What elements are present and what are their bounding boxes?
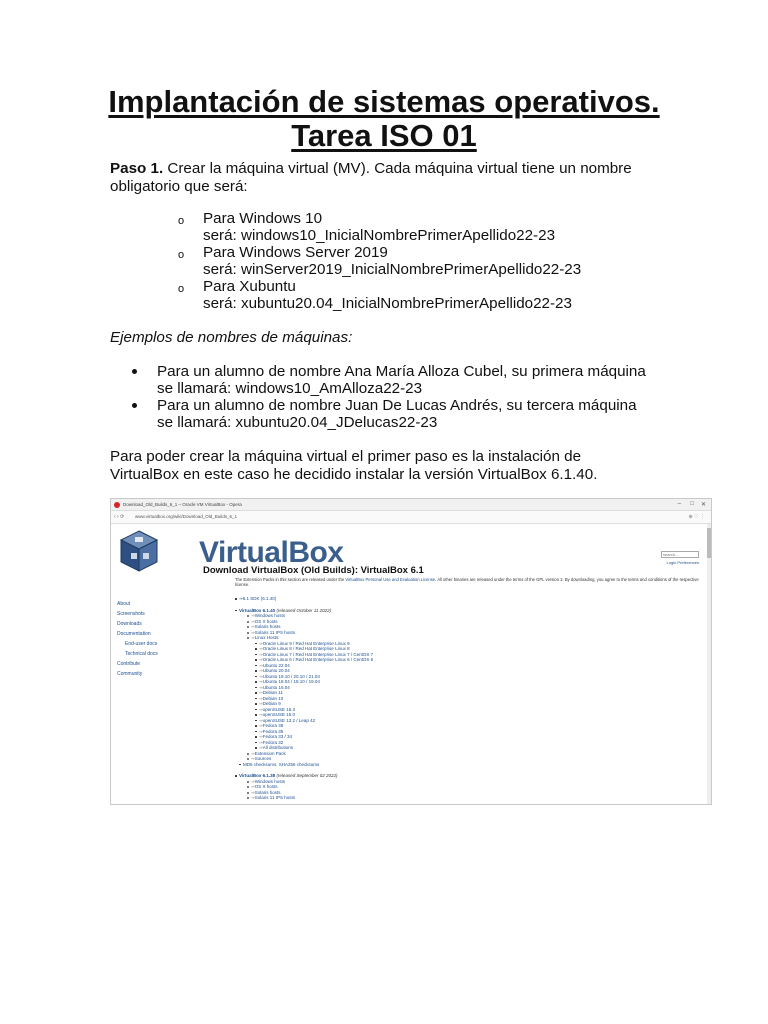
arrow-icon: ⇒ <box>259 728 263 734</box>
browser-toolbar-icons[interactable]: ⊕ ♡ ⋮ <box>688 514 705 520</box>
bullet-icon <box>255 725 257 727</box>
square-bullet-icon <box>247 632 249 634</box>
download-link[interactable]: OS X hosts <box>254 784 278 789</box>
square-bullet-icon <box>247 637 249 639</box>
examples-list <box>132 363 646 431</box>
virtualbox-cube-icon <box>117 527 161 577</box>
arrow-icon: ⇒ <box>251 613 255 618</box>
square-bullet-icon <box>247 753 249 755</box>
address-input[interactable]: www.virtualbox.org/wiki/Download_Old_Builds_6_1 <box>135 514 238 519</box>
bullet-icon <box>239 764 241 766</box>
square-bullet-icon <box>247 758 249 760</box>
download-link[interactable]: Debian 10 <box>262 695 284 701</box>
login-preferences-links[interactable]: Login Preferences <box>666 560 699 565</box>
square-bullet-icon <box>247 797 249 799</box>
bullet-icon <box>255 747 257 749</box>
arrow-icon: ⇒ <box>251 789 255 795</box>
example-list-item <box>132 363 646 397</box>
os-list-item <box>178 278 581 312</box>
download-link[interactable]: Debian 11 <box>262 690 283 695</box>
bullet-icon <box>255 736 257 738</box>
example-list-item <box>132 397 646 431</box>
version-name[interactable]: VirtualBox 6.1.40 <box>239 607 276 613</box>
arrow-icon: ⇒ <box>251 624 255 629</box>
license-intro-text-a: The Extension Packs in this section are released under the <box>235 577 346 582</box>
download-link[interactable]: Windows hosts <box>254 613 286 618</box>
arrow-icon: ⇒ <box>251 795 255 800</box>
virtualbox-page <box>111 524 707 804</box>
arrow-icon: ⇒ <box>259 690 263 695</box>
bullet-icon <box>255 731 257 733</box>
bullet-icon <box>255 692 257 694</box>
arrow-icon: ⇒ <box>251 629 255 635</box>
download-link[interactable]: Oracle Linux 6 / Red Hat Enterprise Linux 6 / CentOS 6 <box>262 657 374 662</box>
bullet-icon <box>255 665 257 667</box>
download-link[interactable]: Fedora 32 <box>262 739 284 745</box>
arrow-icon: ⇒ <box>259 646 263 651</box>
circle-bullet-icon: o <box>178 283 185 295</box>
sidebar-item[interactable]: Documentation <box>117 631 151 637</box>
minimize-icon[interactable]: – <box>677 501 681 507</box>
arrow-icon: ⇒ <box>259 717 263 723</box>
os-item-name: Para Windows Server 2019 <box>203 244 388 261</box>
browser-titlebar <box>111 499 711 511</box>
arrow-icon: ⇒ <box>259 679 263 684</box>
download-link[interactable]: Oracle Linux 9 / Red Hat Enterprise Linux 9 <box>262 640 350 646</box>
arrow-icon: ⇒ <box>259 712 263 717</box>
arrow-icon: ⇒ <box>239 596 243 601</box>
download-link[interactable]: Solaris hosts <box>254 624 281 629</box>
version-list-row[interactable] <box>235 795 373 801</box>
arrow-icon: ⇒ <box>259 657 263 662</box>
arrow-icon: ⇒ <box>259 706 263 712</box>
virtualbox-brand: VirtualBox <box>199 536 344 569</box>
download-link[interactable]: Ubuntu 20.04 <box>262 668 290 673</box>
back-forward-icon[interactable]: ‹ › ⟳ <box>114 514 125 520</box>
example-text-line2: se llamará: xubuntu20.04_JDelucas22-23 <box>157 414 438 431</box>
arrow-icon: ⇒ <box>251 635 255 640</box>
document-title-line2: Tarea ISO 01 <box>291 118 477 153</box>
install-paragraph <box>110 448 597 483</box>
sidebar-item[interactable]: Downloads <box>117 621 142 627</box>
download-link[interactable]: Solaris 11 IPS hosts <box>254 629 295 635</box>
browser-urlbar <box>111 511 711 524</box>
download-link[interactable]: Solaris 11 IPS hosts <box>254 795 295 800</box>
arrow-icon: ⇒ <box>259 662 263 668</box>
scrollbar-thumb[interactable] <box>707 528 711 558</box>
page-scrollbar[interactable] <box>707 524 711 804</box>
sidebar-item[interactable]: Contribute <box>117 661 141 667</box>
sidebar-item[interactable]: Technical docs <box>125 651 158 657</box>
download-link[interactable]: Ubuntu 19.10 / 20.10 / 21.04 <box>262 673 320 679</box>
bullet-icon <box>235 610 237 612</box>
os-item-name: Para Xubuntu <box>203 278 296 295</box>
arrow-icon: ⇒ <box>259 651 263 657</box>
circle-bullet-icon: o <box>178 249 185 261</box>
bullet-icon <box>255 659 257 661</box>
download-page-title: Download VirtualBox (Old Builds): VirtualBox 6.1 <box>203 565 424 576</box>
bullet-icon <box>255 714 257 716</box>
download-link[interactable]: Ubuntu 16.04 <box>262 684 290 690</box>
version-release-date: (released October 11 2022) <box>275 607 332 613</box>
version-release-date: (released September 02 2022) <box>275 773 338 778</box>
arrow-icon: ⇒ <box>259 640 263 646</box>
bullet-icon <box>132 403 137 408</box>
square-bullet-icon <box>247 786 249 788</box>
version-list-row[interactable] <box>235 762 373 768</box>
bullet-icon <box>255 720 257 722</box>
arrow-icon: ⇒ <box>251 756 255 761</box>
bullet-icon <box>235 598 237 600</box>
arrow-icon: ⇒ <box>259 739 263 745</box>
download-link[interactable]: OS X hosts <box>254 618 278 624</box>
example-text-line2: se llamará: windows10_AmAlloza22-23 <box>157 380 423 397</box>
document-title-line1: Implantación de sistemas operativos. <box>108 84 660 119</box>
download-link[interactable]: Windows hosts <box>254 778 286 784</box>
bullet-icon <box>255 687 257 689</box>
bullet-icon <box>255 648 257 650</box>
arrow-icon: ⇒ <box>251 778 255 784</box>
arrow-icon: ⇒ <box>259 723 263 728</box>
bullet-icon <box>255 709 257 711</box>
download-link[interactable]: Sources <box>254 756 272 761</box>
step-text-line2: obligatorio que será: <box>110 177 248 195</box>
arrow-icon: ⇒ <box>251 750 255 756</box>
version-name[interactable]: VirtualBox 6.1.38 <box>239 773 276 778</box>
download-link[interactable]: Linux Hosts: <box>254 635 280 640</box>
circle-bullet-icon: o <box>178 215 185 227</box>
step-paragraph <box>110 160 632 195</box>
square-bullet-icon <box>247 621 249 623</box>
os-item-vm-name: será: xubuntu20.04_InicialNombrePrimerApellido22-23 <box>203 295 572 312</box>
bullet-icon <box>255 742 257 744</box>
bullet-icon <box>255 654 257 656</box>
arrow-icon: ⇒ <box>259 695 263 701</box>
download-link[interactable]: Fedora 33 / 34 <box>262 734 293 739</box>
arrow-icon: ⇒ <box>259 673 263 679</box>
bullet-icon <box>255 703 257 705</box>
example-text-line1: Para un alumno de nombre Juan De Lucas Andrés, su tercera máquina <box>157 397 637 414</box>
site-search-input[interactable]: search... <box>661 551 699 558</box>
os-item-vm-name: será: winServer2019_InicialNombrePrimerApellido22-23 <box>203 261 582 278</box>
bullet-icon <box>132 369 137 374</box>
step-text-line1: Crear la máquina virtual (MV). Cada máquina virtual tiene un nombre <box>163 160 632 177</box>
license-intro-text-b: . All other binaries are released under the terms of the GPL version 2. By downloading, you agree to the terms and conditions of the respective license. <box>235 577 699 588</box>
download-link[interactable]: Fedora 36 <box>262 723 284 728</box>
download-link[interactable]: All distributions <box>262 745 294 750</box>
browser-window-title: Download_Old_Builds_6_1 – Oracle VM VirtualBox - Opera <box>123 502 242 507</box>
maximize-icon[interactable]: □ <box>690 501 694 507</box>
sidebar-item[interactable]: End-user docs <box>125 641 158 647</box>
install-paragraph-line2: VirtualBox en este caso he decidido instalar la versión VirtualBox 6.1.40. <box>110 465 598 483</box>
bullet-icon <box>255 676 257 678</box>
install-paragraph-line1: Para poder crear la máquina virtual el primer paso es la instalación de <box>110 448 582 465</box>
sdk-link[interactable]: 6.1 SDK (6.1.40) <box>242 596 277 601</box>
download-link[interactable]: Fedora 35 <box>262 728 284 734</box>
bullet-icon <box>255 670 257 672</box>
license-link[interactable]: VirtualBox Personal Use and Evaluation License <box>345 577 436 582</box>
download-link[interactable]: openSUSE 15.0 <box>262 712 296 717</box>
bullet-icon <box>235 775 237 777</box>
download-link[interactable]: Oracle Linux 7 / Red Hat Enterprise Linux 7 / CentOS 7 <box>262 651 374 657</box>
sidebar-item[interactable]: About <box>117 601 131 607</box>
bullet-icon <box>255 698 257 700</box>
arrow-icon: ⇒ <box>251 784 255 789</box>
opera-icon <box>114 502 120 508</box>
sidebar-item[interactable]: Screenshots <box>117 611 145 617</box>
download-link[interactable]: MD5 checksums, SHA256 checksums <box>243 761 320 767</box>
square-bullet-icon <box>247 626 249 628</box>
example-text-line1: Para un alumno de nombre Ana María Alloza Cubel, su primera máquina <box>157 363 646 380</box>
os-list-item <box>178 210 581 244</box>
version-list-row[interactable] <box>235 596 373 602</box>
arrow-icon: ⇒ <box>259 734 263 739</box>
os-item-vm-name: será: windows10_InicialNombrePrimerApellido22-23 <box>203 227 556 244</box>
download-link[interactable]: Extension Pack <box>254 750 286 756</box>
arrow-icon: ⇒ <box>251 618 255 624</box>
close-icon[interactable]: ✕ <box>700 502 706 508</box>
download-link[interactable]: Solaris hosts <box>254 789 281 795</box>
arrow-icon: ⇒ <box>259 684 263 690</box>
sidebar-item[interactable]: Community <box>117 671 143 677</box>
download-link[interactable]: openSUSE 15.3 <box>262 706 296 712</box>
step-label: Paso 1. <box>110 160 164 177</box>
square-bullet-icon <box>247 792 249 794</box>
os-list <box>178 210 581 312</box>
arrow-icon: ⇒ <box>259 701 263 706</box>
square-bullet-icon <box>247 781 249 783</box>
os-list-item <box>178 244 581 278</box>
site-sidebar <box>117 599 158 679</box>
square-bullet-icon <box>247 615 249 617</box>
download-link[interactable]: Debian 9 <box>262 701 281 706</box>
download-link[interactable]: Oracle Linux 8 / Red Hat Enterprise Linux 8 <box>262 646 350 651</box>
examples-heading: Ejemplos de nombres de máquinas: <box>110 329 353 346</box>
license-intro <box>235 577 703 587</box>
os-item-name: Para Windows 10 <box>203 210 323 227</box>
bullet-icon <box>255 681 257 683</box>
download-link[interactable]: Ubuntu 22.04 <box>262 662 290 668</box>
download-link[interactable]: Ubuntu 18.04 / 18.10 / 19.04 <box>262 679 320 684</box>
arrow-icon: ⇒ <box>259 668 263 673</box>
browser-screenshot <box>110 498 712 805</box>
download-link[interactable]: openSUSE 13.2 / Leap 42 <box>262 717 316 723</box>
arrow-icon: ⇒ <box>259 745 263 750</box>
version-list <box>235 596 373 801</box>
bullet-icon <box>255 643 257 645</box>
